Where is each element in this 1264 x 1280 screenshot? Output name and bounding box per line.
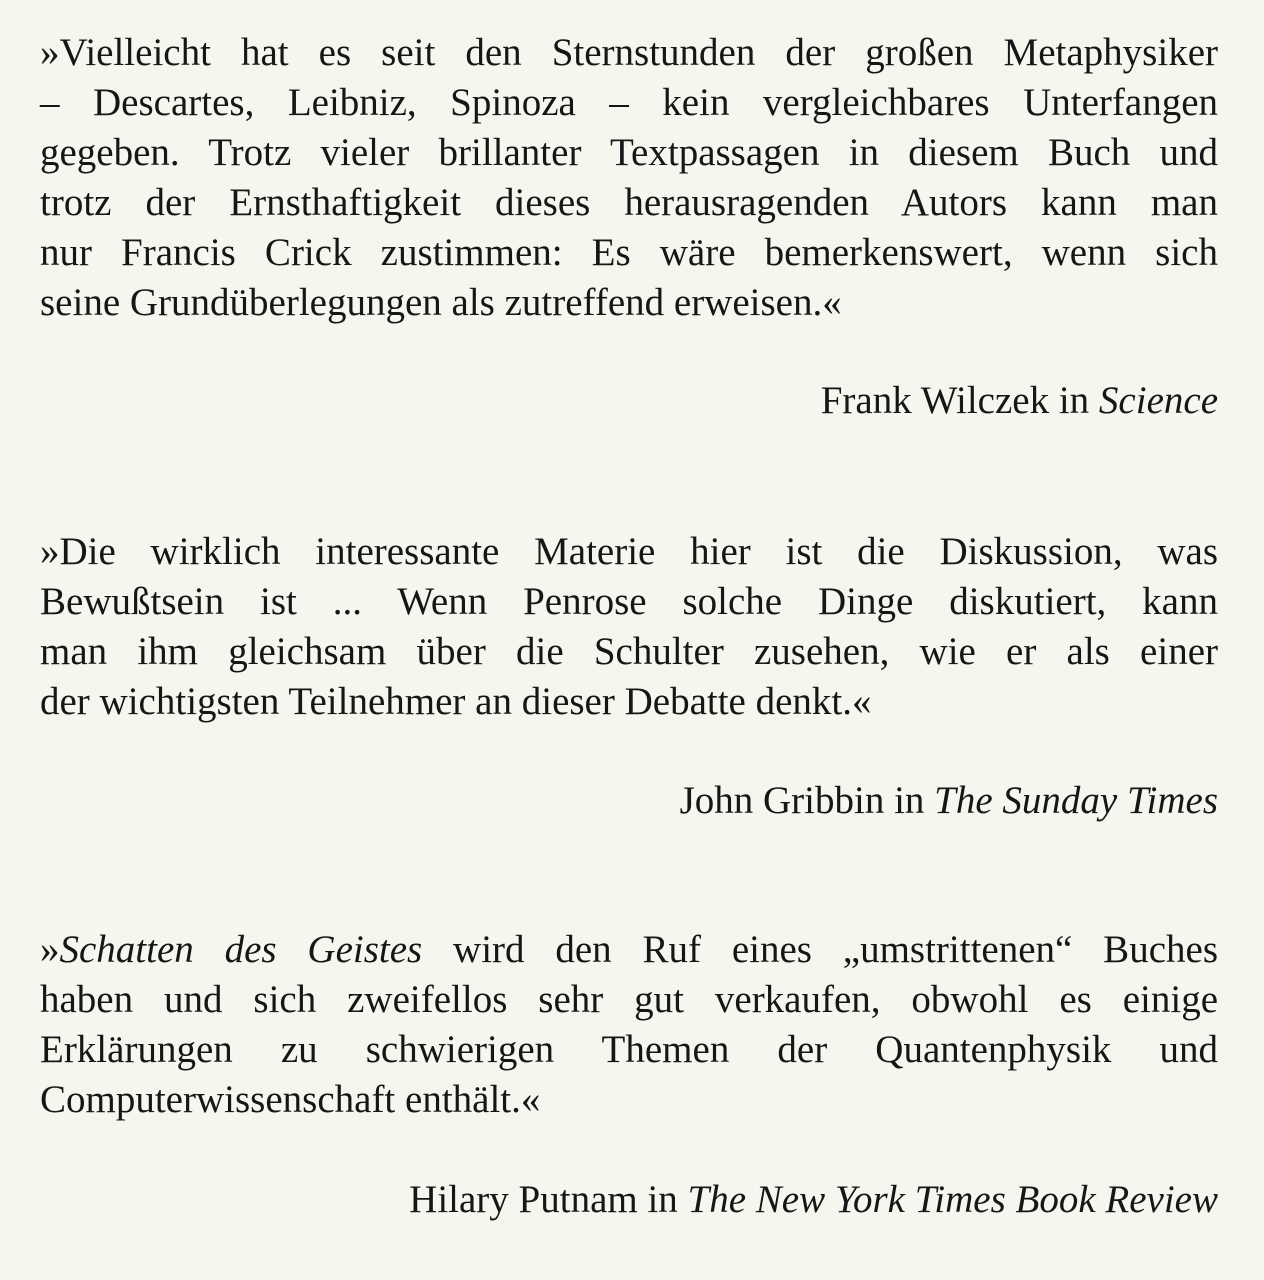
attribution-source: The New York Times Book Review bbox=[687, 1178, 1218, 1221]
quote-line: der wichtigsten Teilnehmer an dieser Debatte denkt.« bbox=[40, 680, 872, 723]
book-title: Schatten des Geistes bbox=[59, 928, 423, 971]
attribution-putnam bbox=[409, 1175, 1218, 1225]
quote-line: »Vielleicht hat es seit den Sternstunden der großen Metaphysiker bbox=[40, 31, 1218, 74]
quote-line: »Die wirklich interessante Materie hier ist die Diskussion, was bbox=[40, 530, 1218, 573]
attribution-author: John Gribbin in bbox=[679, 779, 935, 822]
quote-line-first bbox=[40, 925, 1218, 975]
quote-line: man ihm gleichsam über die Schulter zusehen, wie er als einer bbox=[40, 630, 1218, 673]
attribution-wilczek bbox=[821, 376, 1218, 426]
quote-line: nur Francis Crick zustimmen: Es wäre bemerkenswert, wenn sich bbox=[40, 231, 1218, 274]
quote-line: – Descartes, Leibniz, Spinoza – kein vergleichbares Unterfangen bbox=[40, 81, 1218, 124]
quote-open-mark: » bbox=[40, 928, 60, 971]
quote-line: haben und sich zweifellos sehr gut verkaufen, obwohl es einige bbox=[40, 978, 1218, 1021]
quote-line: trotz der Ernsthaftigkeit dieses herausragenden Autors kann man bbox=[40, 181, 1218, 224]
quote-line: Bewußtsein ist ... Wenn Penrose solche Dinge diskutiert, kann bbox=[40, 580, 1218, 623]
quote-line: Erklärungen zu schwierigen Themen der Quantenphysik und bbox=[40, 1028, 1218, 1071]
quote-line-rest: wird den Ruf eines „umstrittenen“ Buches bbox=[422, 928, 1218, 971]
review-quote-wilczek bbox=[40, 28, 1218, 328]
attribution-source: Science bbox=[1098, 379, 1218, 422]
attribution-source: The Sunday Times bbox=[934, 779, 1218, 822]
quote-line: Computerwissenschaft enthält.« bbox=[40, 1078, 541, 1121]
review-quote-gribbin bbox=[40, 527, 1218, 727]
quote-line: gegeben. Trotz vieler brillanter Textpassagen in diesem Buch und bbox=[40, 131, 1218, 174]
quote-line: seine Grundüberlegungen als zutreffend erweisen.« bbox=[40, 281, 842, 324]
attribution-author: Frank Wilczek in bbox=[820, 379, 1099, 422]
review-quote-putnam bbox=[40, 925, 1218, 1125]
attribution-author: Hilary Putnam in bbox=[409, 1178, 688, 1221]
attribution-gribbin bbox=[680, 776, 1218, 826]
